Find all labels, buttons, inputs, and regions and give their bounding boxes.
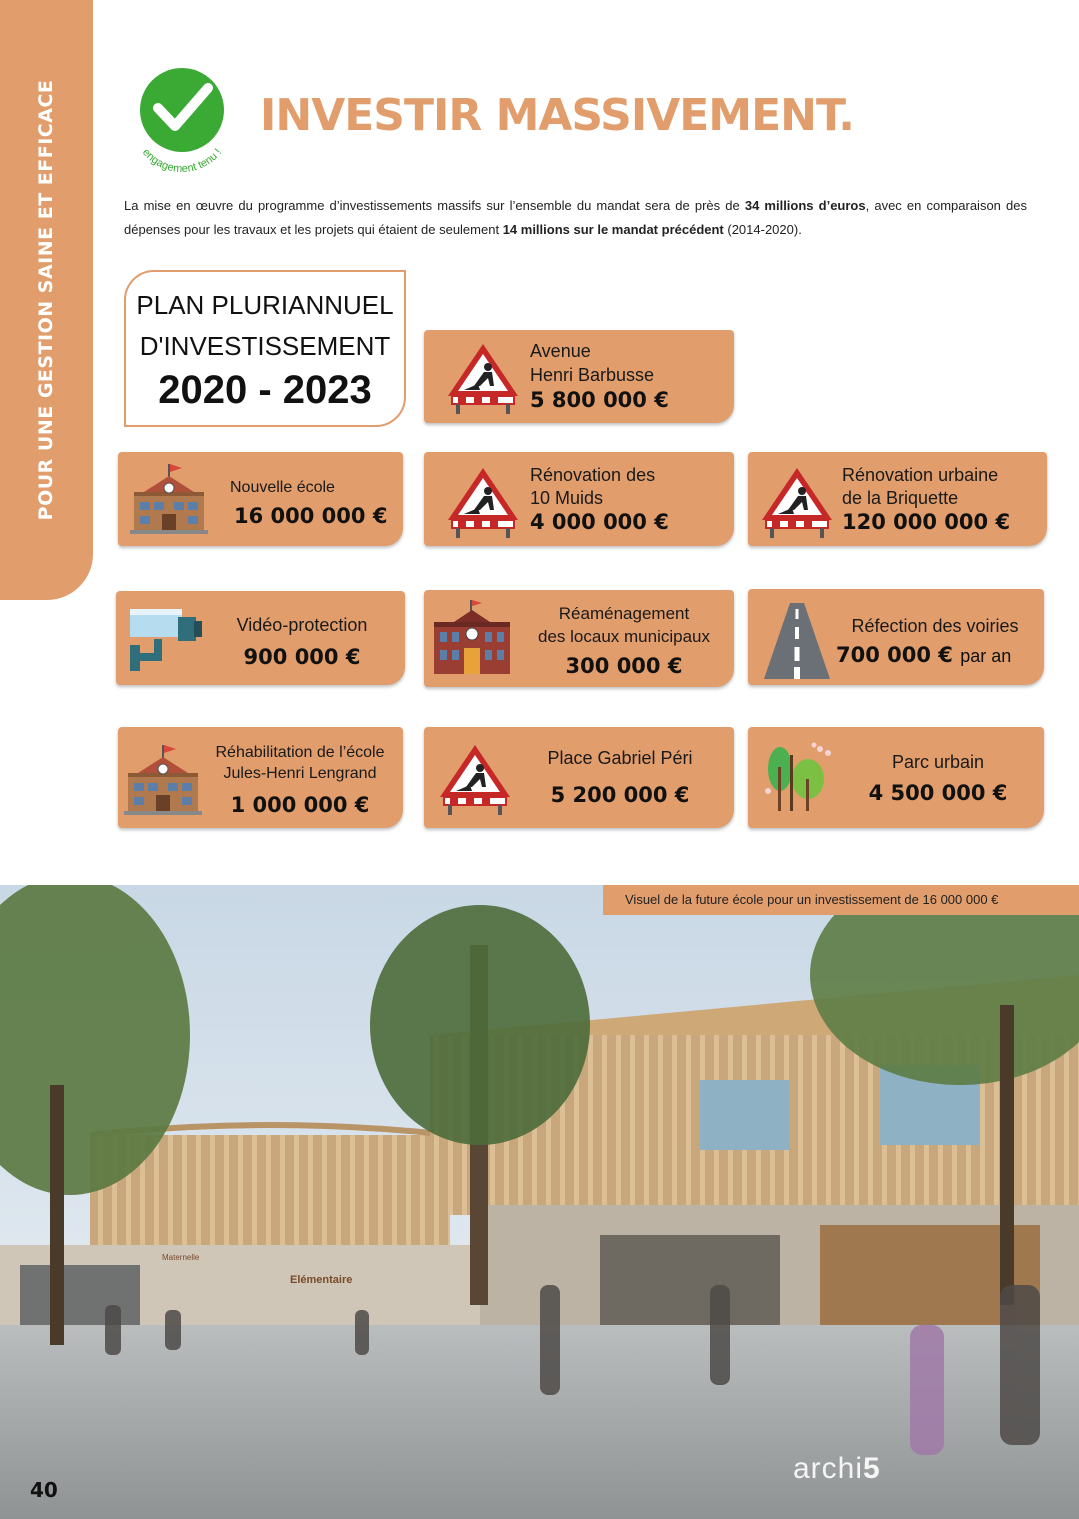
roadworks-sign-icon xyxy=(436,741,514,817)
trees-icon xyxy=(758,741,838,817)
card-briquette-line2: de la Briquette xyxy=(842,488,959,508)
card-peri-amount: 5 200 000 € xyxy=(550,783,690,807)
card-locaux-line1: Réaménagement xyxy=(558,604,690,623)
card-briquette-amount: 120 000 000 € xyxy=(842,510,1011,534)
card-muids-amount: 4 000 000 € xyxy=(530,510,669,534)
card-barbusse xyxy=(424,330,734,423)
intro-paragraph: La mise en œuvre du programme d’investissements massifs sur l’ensemble du mandat sera de près de 34 millions d’euros, avec en comparaison des dépenses pour les travaux et les projets qui étaient de seulement 14 millions sur le mandat précédent (2014-2020). xyxy=(124,198,1027,237)
card-video-amount: 900 000 € xyxy=(243,645,361,669)
card-peri-line1: Place Gabriel Péri xyxy=(547,748,693,768)
plan-line-1: PLAN PLURIANNUEL xyxy=(136,290,394,320)
card-lengrand-amount: 1 000 000 € xyxy=(230,793,370,817)
road-icon xyxy=(760,601,834,681)
card-locaux xyxy=(424,590,734,687)
badge-text: engagement tenu ! xyxy=(139,146,225,176)
card-parc xyxy=(748,727,1044,828)
card-lengrand xyxy=(118,727,403,828)
roadworks-sign-icon xyxy=(444,340,522,416)
security-camera-icon xyxy=(126,605,206,673)
card-parc-line1: Parc urbain xyxy=(891,752,985,772)
card-video-line1: Vidéo-protection xyxy=(236,615,368,635)
plan-line-2: D'INVESTISSEMENT xyxy=(139,331,391,361)
card-muids-line2: 10 Muids xyxy=(530,488,604,508)
card-voiries xyxy=(748,589,1044,685)
side-tab xyxy=(0,0,93,600)
engagement-badge xyxy=(120,62,245,177)
card-voiries-suffix: par an xyxy=(960,646,1012,666)
elementaire-sign: Elémentaire xyxy=(290,1274,353,1286)
card-video xyxy=(116,591,405,685)
school-building-icon xyxy=(130,462,208,536)
side-tab-label: POUR UNE GESTION SAINE ET EFFICACE xyxy=(35,79,57,521)
photo-caption: Visuel de la future école pour un investissement de 16 000 000 € xyxy=(603,885,1079,915)
card-barbusse-line1: Avenue xyxy=(530,341,591,361)
card-ecole-amount: 16 000 000 € xyxy=(234,504,388,528)
architect-watermark: archi5 xyxy=(793,1452,881,1485)
school-building-icon xyxy=(124,743,202,817)
card-barbusse-line2: Henri Barbusse xyxy=(530,365,655,385)
page-title: INVESTIR MASSIVEMENT. xyxy=(260,90,855,141)
card-briquette xyxy=(748,452,1047,546)
plan-box xyxy=(124,270,406,427)
card-peri xyxy=(424,727,734,828)
roadworks-sign-icon xyxy=(444,464,522,540)
card-voiries-amount-wrap xyxy=(836,643,1011,667)
card-barbusse-amount: 5 800 000 € xyxy=(530,388,669,412)
page-number: 40 xyxy=(30,1478,58,1502)
card-muids xyxy=(424,452,734,546)
card-briquette-line1: Rénovation urbaine xyxy=(842,465,999,485)
card-lengrand-line1: Réhabilitation de l’école xyxy=(215,744,385,761)
maternelle-sign: Maternelle xyxy=(162,1253,200,1262)
roadworks-sign-icon xyxy=(758,464,836,540)
card-voiries-amount: 700 000 € xyxy=(836,643,953,667)
town-hall-icon xyxy=(432,600,512,676)
card-ecole-line1: Nouvelle école xyxy=(230,479,335,496)
school-rendering-image xyxy=(0,885,1079,1519)
card-ecole xyxy=(118,452,403,546)
card-voiries-line1: Réfection des voiries xyxy=(851,616,1019,636)
card-locaux-line2: des locaux municipaux xyxy=(538,627,710,646)
card-lengrand-line2: Jules-Henri Lengrand xyxy=(223,765,377,782)
plan-years: 2020 - 2023 xyxy=(158,368,372,412)
card-parc-amount: 4 500 000 € xyxy=(868,781,1008,805)
card-muids-line1: Rénovation des xyxy=(530,465,656,485)
card-locaux-amount: 300 000 € xyxy=(565,654,683,678)
